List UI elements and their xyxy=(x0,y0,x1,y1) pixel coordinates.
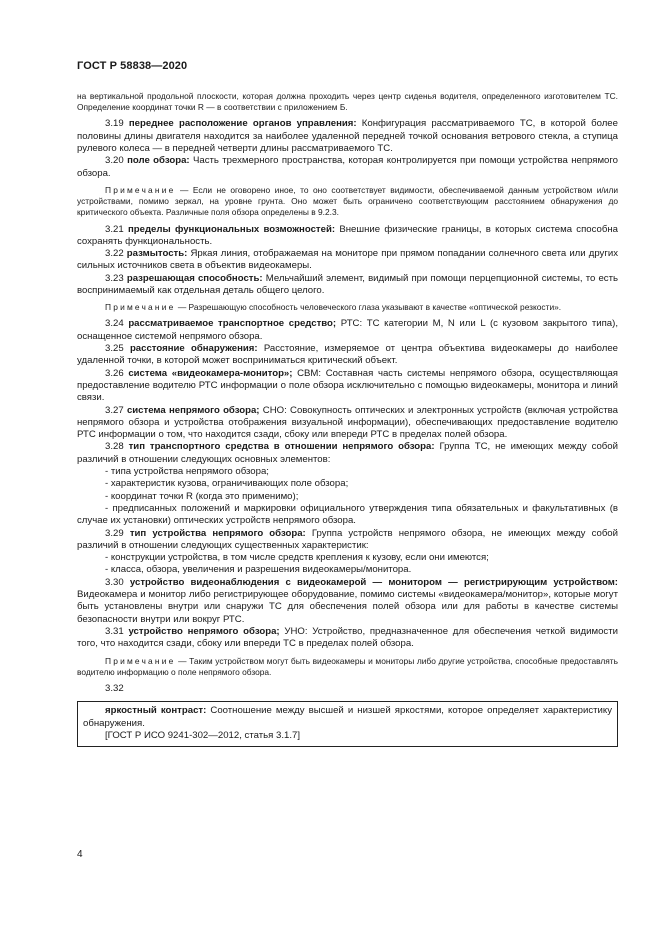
clause-text: СВМ: Составная часть системы непрямого обзора, осуществляющая предоставление водителю РТС информации о поле обзора исключительно с помощью видеокамеры, монитора и линий связи. xyxy=(77,367,619,404)
note-text: — Разрешающую способность человеческого глаза указывают в качестве «оптической резкости». xyxy=(177,302,562,313)
clause-number: 3.30 xyxy=(105,576,124,588)
note-label: Примечание xyxy=(105,302,176,313)
clause-term: устройство непрямого обзора; xyxy=(128,625,280,637)
clause-3-27 xyxy=(77,405,618,442)
clause-term: переднее расположение органов управления: xyxy=(128,118,357,130)
clause-text: Соотношение между высшей и низшей яркостями, которое определяет характеристику обнаружения. xyxy=(83,705,613,729)
list-item: - класса, обзора, увеличения и разрешения видеокамеры/монитора. xyxy=(105,564,412,576)
clause-3-24 xyxy=(77,318,618,343)
clause-number: 3.27 xyxy=(105,404,124,416)
clause-text: РТС: ТС категории М, N или L (с кузовом закрытого типа), оснащенное системой непрямого обзора. xyxy=(77,318,618,342)
clause-3-28 xyxy=(77,441,618,466)
clause-term: яркостный контраст: xyxy=(105,705,207,717)
clause-3-20 xyxy=(77,155,618,180)
clause-term: разрешающая способность: xyxy=(126,272,263,284)
clause-text: Внешние физические границы, в которых система способна сохранять функциональность. xyxy=(77,223,618,247)
document-body xyxy=(77,91,618,747)
list-item: - характеристик кузова, ограничивающих поле обзора; xyxy=(105,478,349,490)
clause-text: Группа устройств непрямого обзора, не имеющих между собой различий в отношении следующих существенных характеристик: xyxy=(77,527,619,551)
clause-3-32-number: 3.32 xyxy=(105,682,124,694)
clause-text: УНО: Устройство, предназначенное для обеспечения четкой видимости того, что находится сзади, сбоку или впереди ТС в пределах полей обзора. xyxy=(77,625,618,650)
clause-3-29 xyxy=(77,528,618,553)
source-reference: [ГОСТ Р ИСО 9241-302—2012, статья 3.1.7] xyxy=(105,729,300,741)
clause-term: тип транспортного средства в отношении непрямого обзора: xyxy=(128,441,435,453)
clause-number: 3.22 xyxy=(105,248,124,260)
clause-text: Группа ТС, не имеющих между собой различий в отношении следующих основных элементов: xyxy=(77,441,619,465)
note-2 xyxy=(77,302,618,313)
note-text: — Таким устройством могут быть видеокамеры и мониторы либо другие устройства, способные предоставлять водителю информацию о поле непрямого обзора. xyxy=(77,655,618,677)
clause-3-26 xyxy=(77,368,618,405)
definition-box xyxy=(77,701,618,747)
note-label: Примечание xyxy=(105,655,176,666)
clause-3-19 xyxy=(77,118,618,155)
note-text: — Если не оговорено иное, то оно соответствует видимости, обеспечиваемой данным устройством и/или устройствами, помимо зеркал, на уровне грунта. Оно может быть ограничено соответствующим расстоянием обнаружения до критического объекта. Различные поля обзора определены в 9.2.3. xyxy=(77,184,619,218)
clause-term: система «видеокамера-монитор»; xyxy=(128,367,293,379)
clause-text: Яркая линия, отображаемая на мониторе при прямом попадании солнечного света или других сильных источников света в объектив видеокамеры. xyxy=(77,248,618,272)
clause-number: 3.19 xyxy=(105,118,124,130)
note-label: Примечание xyxy=(105,184,176,195)
clause-3-23 xyxy=(77,273,618,298)
list-item: - координат точки R (когда это применимо); xyxy=(105,490,299,502)
clause-term: пределы функциональных возможностей: xyxy=(127,223,336,235)
clause-text: Часть трехмерного пространства, которая контролируется при помощи устройства непрямого обзора. xyxy=(77,155,618,179)
clause-text: Расстояние, измеряемое от центра объектива видеокамеры до наиболее удаленной точки, в которой может восприниматься критический объект. xyxy=(77,343,618,367)
clause-text: Мельчайший элемент, видимый при помощи перцепционной системы, то есть воспринимаемый как отдельная деталь общего целого. xyxy=(77,272,618,296)
clause-number: 3.23 xyxy=(105,272,124,284)
note-1 xyxy=(77,185,618,219)
clause-3-32 xyxy=(83,705,612,730)
clause-term: система непрямого обзора; xyxy=(126,404,260,416)
clause-number: 3.28 xyxy=(105,441,124,453)
clause-number: 3.26 xyxy=(105,367,124,379)
clause-text: Конфигурация рассматриваемого ТС, в которой более половины длины двигателя находится за наиболее удаленной передней точкой основания ветрового стекла, а ступица рулевого колеса — в передней четверти длины рассматриваемого ТС. xyxy=(77,118,618,154)
clause-term: тип устройства непрямого обзора: xyxy=(129,527,306,539)
clause-3-25 xyxy=(77,343,618,368)
clause-3-31 xyxy=(77,626,618,651)
clause-3-30 xyxy=(77,577,618,626)
clause-number: 3.21 xyxy=(105,223,124,235)
clause-term: размытость: xyxy=(126,248,188,260)
document-header: ГОСТ Р 58838—2020 xyxy=(77,60,188,72)
clause-text: Видеокамера и монитор либо регистрирующее оборудование, помимо системы «видеокамера/монитор», которые могут быть установлены внутри или снаружи ТС для обеспечения полей обзора или для работы в качестве системы безопасности внутри или вокруг РТС. xyxy=(77,589,618,625)
intro-paragraph: на вертикальной продольной плоскости, которая должна проходить через центр сиденья водителя, определенного изготовителем ТС. Определение координат точки R — в соответствии с приложением Б. xyxy=(77,91,618,113)
clause-number: 3.24 xyxy=(105,318,124,330)
clause-term: поле обзора: xyxy=(127,155,190,167)
clause-term: рассматриваемое транспортное средство; xyxy=(128,318,337,330)
clause-number: 3.29 xyxy=(105,527,124,539)
page-number: 4 xyxy=(77,849,83,860)
note-3 xyxy=(77,656,618,678)
clause-3-22 xyxy=(77,248,618,273)
list-item: - типа устройства непрямого обзора; xyxy=(105,466,269,478)
clause-text: СНО: Совокупность оптических и электронных устройств (включая устройства непрямого обзора и устройства отображения визуальной информации), обеспечивающих предоставление водителю РТС информации о том, что находится сзади, сбоку или впереди РТС в пределах полей обзора. xyxy=(77,404,619,441)
clause-number: 3.25 xyxy=(105,343,124,355)
clause-term: устройство видеонаблюдения с видеокамерой — монитором — регистрирующим устройством: xyxy=(129,576,619,588)
clause-3-21 xyxy=(77,224,618,249)
list-item: - предписанных положений и маркировки официального утверждения типа обязательных и факультативных (в случае их установки) оптических устройств непрямого обзора. xyxy=(77,502,618,527)
clause-number: 3.20 xyxy=(105,155,124,167)
list-item: - конструкции устройства, в том числе средств крепления к кузову, если они имеются; xyxy=(105,552,489,564)
clause-term: расстояние обнаружения: xyxy=(129,343,258,355)
clause-number: 3.31 xyxy=(105,625,124,637)
